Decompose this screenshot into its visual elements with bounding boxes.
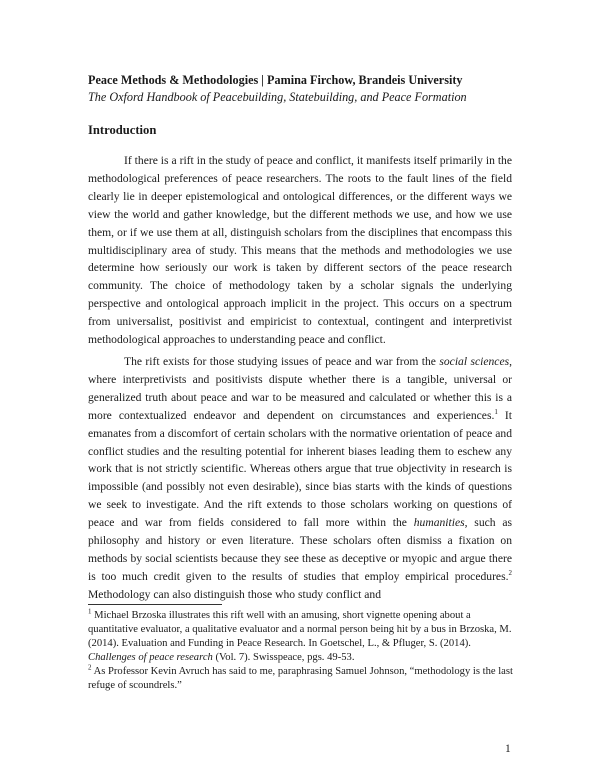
paragraph-2-text-c: It emanates from a discomfort of certain scholars with the normative orientation of peace and conflict studies and the resulting potential for inherent biases leading them to eschew any work that is not strictly scientific. Whereas others argue that true objectivity in research is impossible (and possibly not even desirable), since bias starts with the kinds of questions we seek to investigate. And the rift extends to those scholars working on questions of peace and war from fields considered to fall more within the [88, 408, 512, 530]
paragraph-2-text-b: , where interpretivists and positivists dispute whether there is a tangible, universal or generalized truth about peace and war to be measured and calculated or whether this is a more contextualized endeavor and dependent on circumstances and experiences. [88, 355, 513, 422]
footnote-1 [88, 609, 514, 665]
paragraph-2-emphasis-social-sciences: social sciences [439, 355, 510, 368]
footnote-1-emphasis: Challenges of peace research [88, 652, 213, 663]
document-title: Peace Methods & Methodologies | Pamina Firchow, Brandeis University [88, 73, 463, 87]
paragraph-2-text-e: Methodology can also distinguish those who study conflict and [88, 587, 382, 601]
paragraph-2-emphasis-humanities: humanities [413, 516, 465, 530]
paragraph-1: If there is a rift in the study of peace and conflict, it manifests itself primarily in the methodological preferences of peace researchers. The roots to the fault lines of the field clearly lie in deeper epistemological and ontological differences, or the different ways we view the world and gather knowledge, but the different methods we use, and how we use them, or if we use them at all, distinguish scholars from the disciplines that encompass this multidisciplinary area of study. This means that the methods and methodologies we use determine how seriously our work is taken by different sectors of the peace research community. The choice of methodology taken by a scholar signals the underlying perspective and ontological approach implicit in the project. This occurs on a spectrum from universalist, positivist and empiricist to contextual, contingent and interpretivist methodological approaches to understanding peace and conflict. [88, 154, 512, 347]
footnote-ref-2[interactable]: 2 [508, 569, 512, 578]
footnote-ref-1[interactable]: 1 [494, 407, 498, 416]
footnote-1-text-b: (Vol. 7). Swisspeace, pgs. 49-53. [212, 652, 355, 663]
section-heading: Introduction [88, 123, 157, 137]
footnote-2-mark: 2 [88, 663, 92, 672]
footnote-2 [88, 665, 514, 693]
footnote-1-mark: 1 [88, 607, 92, 616]
footnote-1-text-a: Michael Brzoska illustrates this rift well with an amusing, short vignette opening about a quantitative evaluator, a qualitative evaluator and a normal person being hit by a bus in Brzoska, M. (2014). Evaluation and Funding in Peace Research. In Goetschel, L., & Pfluger, S. (2014). [88, 610, 512, 649]
footnotes [88, 609, 514, 693]
paragraph-2-text-d: , such as philosophy and history or even literature. These scholars often dismiss a fixation on methods by social scientists because they see these as deceptive or myopic and argue there is too much credit given to the results of studies that employ empirical procedures. [88, 516, 513, 583]
footnote-separator [88, 604, 222, 605]
paragraph-2 [88, 353, 512, 604]
paragraph-2-text-a: The rift exists for those studying issues of peace and war from the [124, 355, 440, 368]
page-number: 1 [505, 743, 511, 755]
footnote-2-text: As Professor Kevin Avruch has said to me, paraphrasing Samuel Johnson, “methodology is the last refuge of scoundrels.” [88, 666, 513, 691]
document-subtitle: The Oxford Handbook of Peacebuilding, Statebuilding, and Peace Formation [88, 90, 467, 104]
